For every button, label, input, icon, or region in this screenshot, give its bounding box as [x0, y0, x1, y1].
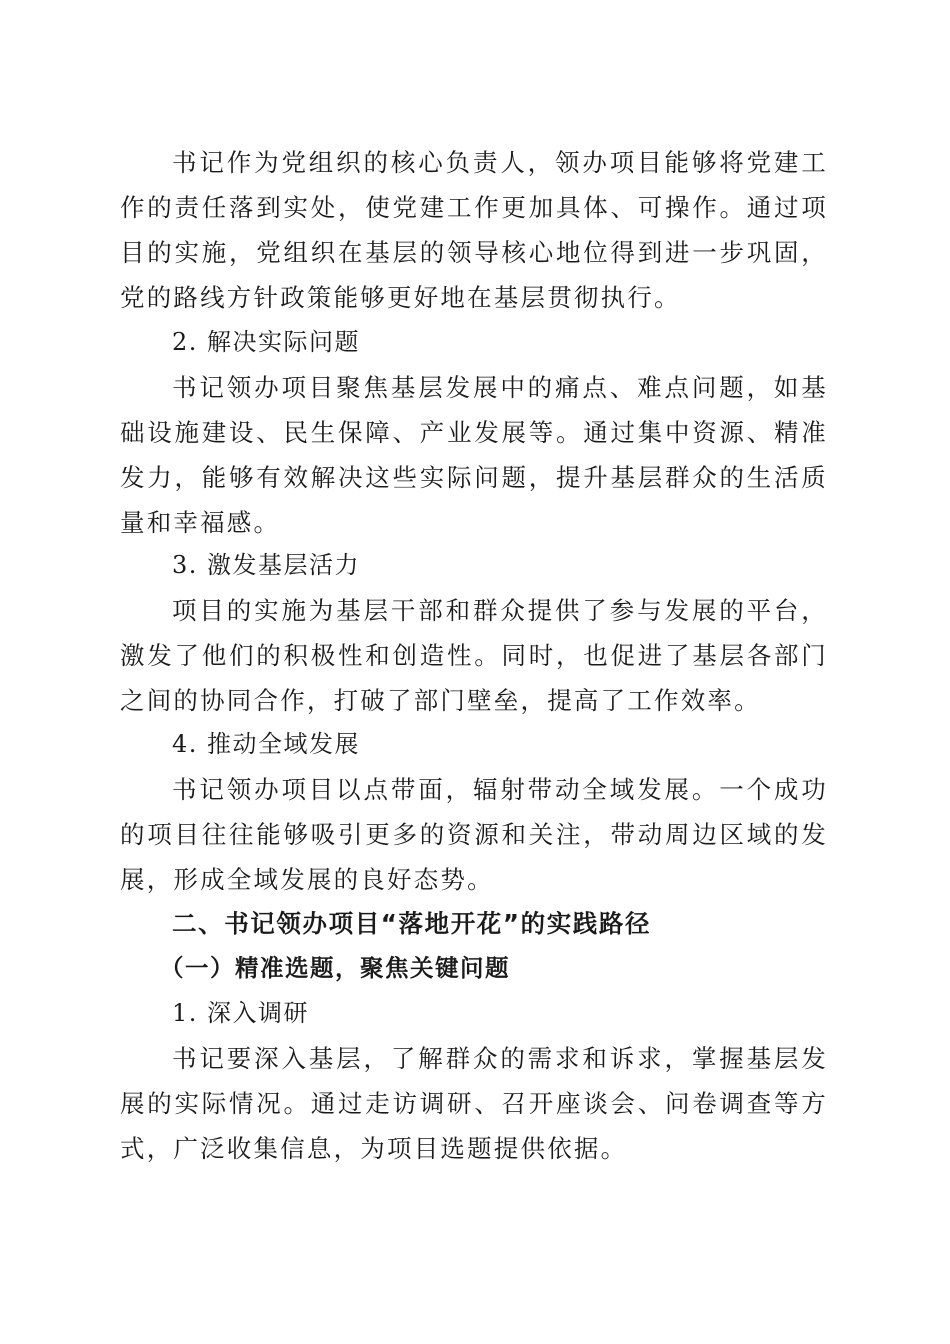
- heading-in-depth-research: 1. 深入调研: [172, 999, 310, 1027]
- paragraph-in-depth-research: 书记要深入基层，了解群众的需求和诉求，掌握基层发展的实际情况。通过走访调研、召开座谈会、问卷调查等方式，广泛收集信息，为项目选题提供依据。: [120, 1044, 828, 1163]
- heading-solve-problems: 2. 解决实际问题: [172, 328, 361, 356]
- section-title: 二、书记领办项目“落地开花”的实践路径: [172, 909, 652, 938]
- paragraph-strengthen-leadership: 书记作为党组织的核心负责人，领办项目能够将党建工作的责任落到实处，使党建工作更加具体、可操作。通过项目的实施，党组织在基层的领导核心地位得到进一步巩固，党的路线方针政策能够更好地在基层贯彻执行。: [120, 148, 828, 312]
- paragraph-promote-development: 书记领办项目以点带面，辐射带动全域发展。一个成功的项目往往能够吸引更多的资源和关注，带动周边区域的发展，形成全域发展的良好态势。: [120, 775, 828, 894]
- heading-stimulate-vitality: 3. 激发基层活力: [172, 551, 361, 579]
- subsection-title: （一）精准选题，聚焦关键问题: [160, 954, 510, 982]
- paragraph-stimulate-vitality: 项目的实施为基层干部和群众提供了参与发展的平台，激发了他们的积极性和创造性。同时，也促进了基层各部门之间的协同合作，打破了部门壁垒，提高了工作效率。: [120, 596, 828, 715]
- heading-promote-development: 4. 推动全域发展: [172, 730, 361, 758]
- paragraph-solve-problems: 书记领办项目聚焦基层发展中的痛点、难点问题，如基础设施建设、民生保障、产业发展等。通过集中资源、精准发力，能够有效解决这些实际问题，提升基层群众的生活质量和幸福感。: [120, 373, 828, 537]
